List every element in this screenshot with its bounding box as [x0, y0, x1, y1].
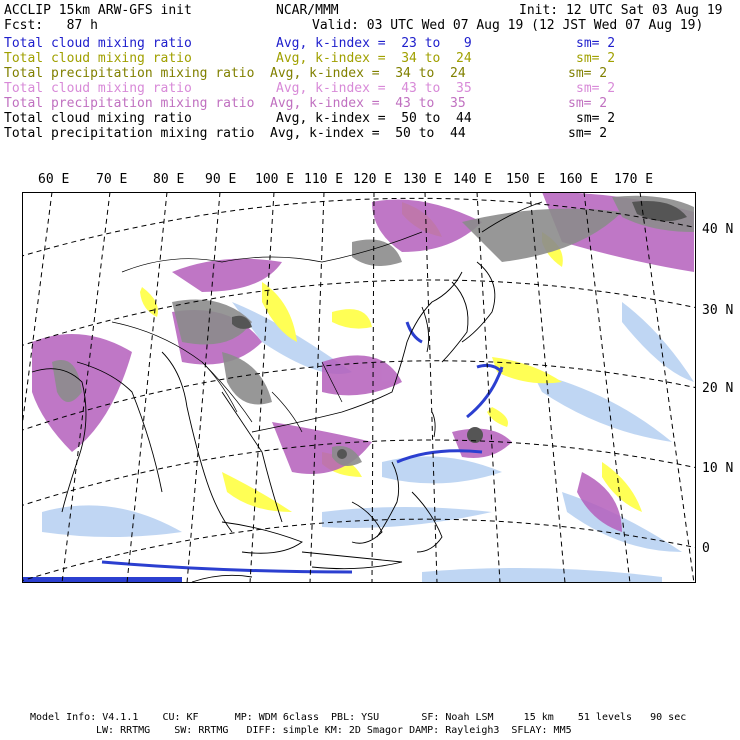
title-center: NCAR/MMM [276, 3, 339, 18]
legend-avg: Avg, k-index = 34 to 24 [276, 51, 472, 66]
legend-field: Total precipitation mixing ratio [4, 96, 255, 111]
legend-field: Total cloud mixing ratio [4, 51, 192, 66]
valid-time: Valid: 03 UTC Wed 07 Aug 19 (12 JST Wed 07 Aug 19) [312, 18, 704, 33]
model-info-line1: Model Info: V4.1.1 CU: KF MP: WDM 6class PBL: YSU SF: Noah LSM 15 km 51 levels 90 sec [30, 712, 687, 723]
lon-label: 150 E [506, 172, 546, 187]
legend-field: Total cloud mixing ratio [4, 111, 192, 126]
lat-label: 10 N [702, 461, 734, 476]
lon-label: 90 E [205, 172, 237, 187]
model-info-line2: LW: RRTMG SW: RRTMG DIFF: simple KM: 2D Smagor DAMP: Rayleigh3 SFLAY: MM5 [96, 725, 572, 736]
title-left: ACCLIP 15km ARW-GFS init [4, 3, 192, 18]
legend-sm: sm= 2 [576, 36, 616, 51]
legend-field: Total cloud mixing ratio [4, 36, 192, 51]
legend-sm: sm= 2 [568, 126, 608, 141]
lon-label: 140 E [453, 172, 493, 187]
lon-label: 160 E [559, 172, 599, 187]
legend-field: Total cloud mixing ratio [4, 81, 192, 96]
lat-label: 20 N [702, 381, 734, 396]
lat-label: 30 N [702, 303, 734, 318]
lat-label: 40 N [702, 222, 734, 237]
lon-label: 130 E [403, 172, 443, 187]
legend-field: Total precipitation mixing ratio [4, 126, 255, 141]
legend-avg: Avg, k-index = 23 to 9 [276, 36, 472, 51]
legend-avg: Avg, k-index = 43 to 35 [270, 96, 466, 111]
lon-label: 60 E [38, 172, 70, 187]
forecast-map [22, 192, 696, 583]
lon-label: 70 E [96, 172, 128, 187]
legend-avg: Avg, k-index = 50 to 44 [270, 126, 466, 141]
lon-label: 80 E [153, 172, 185, 187]
legend-sm: sm= 2 [568, 66, 608, 81]
lon-label: 110 E [304, 172, 344, 187]
lon-label: 100 E [255, 172, 295, 187]
lon-label: 120 E [353, 172, 393, 187]
legend-field: Total precipitation mixing ratio [4, 66, 255, 81]
legend-avg: Avg, k-index = 43 to 35 [276, 81, 472, 96]
legend-avg: Avg, k-index = 50 to 44 [276, 111, 472, 126]
lon-label: 170 E [614, 172, 654, 187]
legend-sm: sm= 2 [576, 81, 616, 96]
lat-label: 0 [702, 541, 710, 556]
init-time: Init: 12 UTC Sat 03 Aug 19 [519, 3, 723, 18]
legend-sm: sm= 2 [576, 51, 616, 66]
legend-sm: sm= 2 [576, 111, 616, 126]
legend-sm: sm= 2 [568, 96, 608, 111]
legend-avg: Avg, k-index = 34 to 24 [270, 66, 466, 81]
forecast-hour: Fcst: 87 h [4, 18, 98, 33]
